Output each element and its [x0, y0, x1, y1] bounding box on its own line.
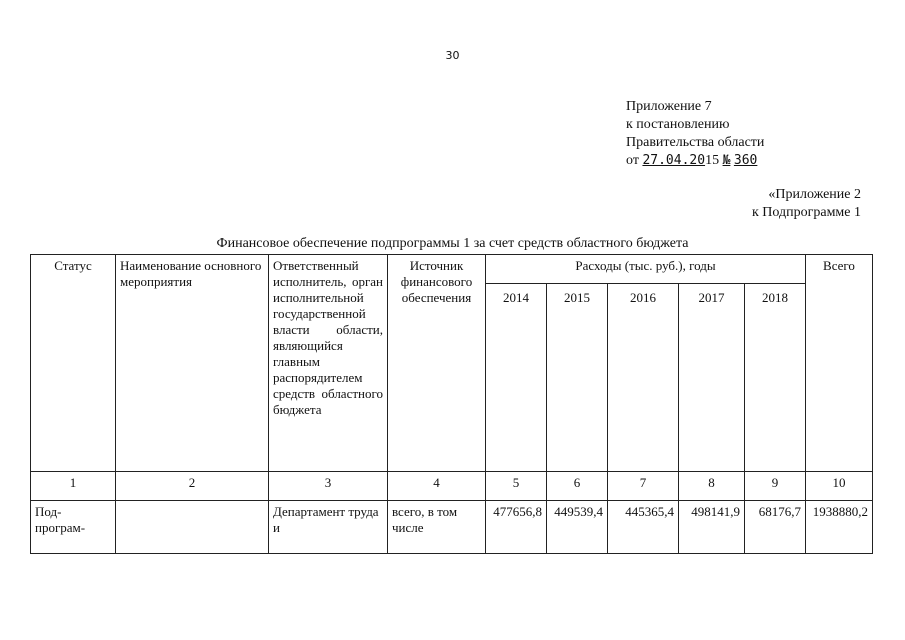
appendix-date-line — [626, 152, 764, 170]
row-source: всего, в том числе — [388, 501, 486, 554]
header-year: 2016 — [608, 284, 679, 472]
resolution-number: 360 — [733, 153, 758, 168]
resolution-date-tail: 15 — [705, 153, 720, 168]
appendix-reference — [752, 186, 861, 222]
row-total: 1938880,2 — [806, 501, 873, 554]
row-measure — [116, 501, 269, 554]
column-number: 6 — [547, 472, 608, 501]
row-status: Под-програм- — [31, 501, 116, 554]
column-number: 8 — [679, 472, 745, 501]
row-value-2017: 498141,9 — [679, 501, 745, 554]
resolution-date: 27.04.20 — [642, 153, 706, 168]
appendix-block — [626, 98, 764, 170]
column-number: 4 — [388, 472, 486, 501]
header-year: 2017 — [679, 284, 745, 472]
column-number: 7 — [608, 472, 679, 501]
appendix-ref-line-1: «Приложение 2 — [768, 187, 861, 202]
appendix-line-1: Приложение 7 — [626, 99, 712, 114]
column-number: 10 — [806, 472, 873, 501]
column-number: 5 — [486, 472, 547, 501]
header-year: 2015 — [547, 284, 608, 472]
column-number: 9 — [745, 472, 806, 501]
column-number: 3 — [269, 472, 388, 501]
date-prefix: от — [626, 153, 639, 168]
header-row — [31, 255, 873, 284]
column-number: 2 — [116, 472, 269, 501]
header-expenses: Расходы (тыс. руб.), годы — [486, 255, 806, 284]
header-year: 2018 — [745, 284, 806, 472]
number-prefix: № — [722, 153, 731, 168]
header-measure: Наименование основного мероприятия — [116, 255, 269, 472]
column-number-row — [31, 472, 873, 501]
header-status: Статус — [31, 255, 116, 472]
header-executor: Ответственный исполнитель, орган исполнительной государственной власти области, являющийся главным распорядителем средств областного бюджета — [269, 255, 388, 472]
row-value-2015: 449539,4 — [547, 501, 608, 554]
row-value-2014: 477656,8 — [486, 501, 547, 554]
appendix-ref-line-2: к Подпрограмме 1 — [751, 205, 861, 220]
row-value-2018: 68176,7 — [745, 501, 806, 554]
column-number: 1 — [31, 472, 116, 501]
row-value-2016: 445365,4 — [608, 501, 679, 554]
appendix-line-2: к постановлению — [626, 117, 730, 132]
header-year: 2014 — [486, 284, 547, 472]
page-number: 30 — [445, 49, 460, 62]
row-executor: Департамент труда и — [269, 501, 388, 554]
header-total: Всего — [806, 255, 873, 472]
financing-table — [30, 254, 873, 554]
appendix-line-3: Правительства области — [626, 135, 765, 150]
table-title: Финансовое обеспечение подпрограммы 1 за счет средств областного бюджета — [216, 236, 689, 251]
table-row — [31, 501, 873, 554]
header-source: Источник финансового обеспечения — [388, 255, 486, 472]
